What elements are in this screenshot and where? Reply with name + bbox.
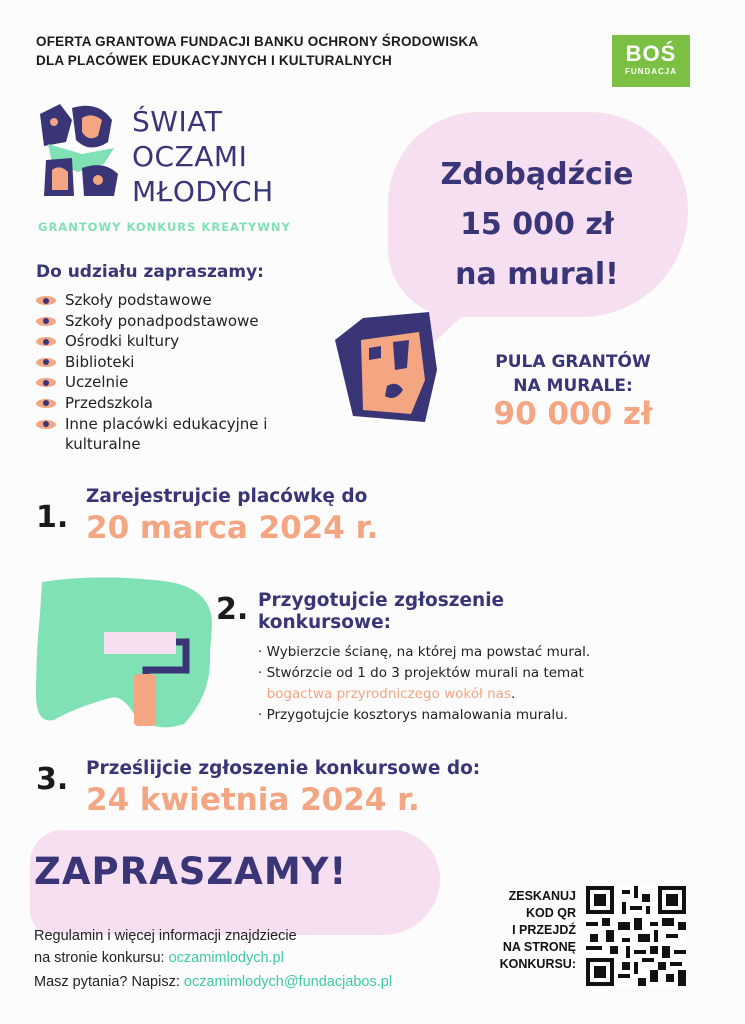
step-1-date: 20 marca 2024 r.	[86, 510, 379, 546]
website-link[interactable]: oczamimlodych.pl	[168, 950, 284, 966]
eye-bullet-icon	[36, 420, 56, 429]
step-3-number: 3.	[36, 762, 69, 797]
face-illustration-icon	[333, 310, 439, 430]
list-item: Szkoły ponadpodstawowe	[36, 311, 305, 332]
list-item: · Wybierzcie ścianę, na której ma powstać mural.	[258, 644, 591, 660]
paint-roller-illustration-icon	[34, 574, 230, 734]
list-item: bogactwa przyrodniczego wokół nas.	[266, 686, 516, 702]
list-item: Ośrodki kultury	[36, 331, 305, 352]
campaign-title	[132, 104, 274, 209]
highlight-text: bogactwa przyrodniczego wokół nas	[266, 686, 511, 702]
prize-line-3: na mural!	[455, 257, 619, 292]
prize-text	[392, 150, 682, 300]
roller-handle	[134, 674, 156, 726]
pool-line-2: NA MURALE:	[513, 376, 633, 396]
list-item: Biblioteki	[36, 352, 305, 373]
pool-line-1: PULA GRANTÓW	[495, 352, 651, 372]
institution-list	[36, 290, 305, 455]
roller-head	[104, 632, 176, 654]
invite-heading: Do udziału zapraszamy:	[36, 262, 264, 282]
list-item: · Stwórzcie od 1 do 3 projektów murali na temat	[258, 665, 584, 681]
title-line-1: ŚWIAT	[132, 105, 223, 138]
title-line-2: OCZAMI	[132, 140, 248, 173]
pool-amount: 90 000 zł	[493, 396, 653, 432]
header-org-text	[36, 32, 478, 70]
eye-bullet-icon	[36, 337, 56, 346]
list-item: Przedszkola	[36, 393, 305, 414]
title-line-3: MŁODYCH	[132, 175, 274, 208]
logo-subtext: FUNDACJA	[625, 67, 677, 76]
step-2-title-line-2: konkursowe:	[258, 612, 392, 633]
pool-label	[458, 350, 688, 398]
step-2-bullet-list	[258, 642, 590, 726]
step-2-number: 2.	[216, 592, 249, 627]
prize-line-1: Zdobądźcie	[440, 157, 634, 192]
list-item: Uczelnie	[36, 372, 305, 393]
campaign-faces-logo	[38, 102, 122, 198]
face-eye-right	[393, 340, 409, 370]
step-2-title-line-1: Przygotujcie zgłoszenie	[258, 590, 505, 611]
list-item: · Przygotujcie kosztorys namalowania muralu.	[258, 707, 569, 723]
face-eye-4	[93, 175, 103, 185]
eye-bullet-icon	[36, 296, 56, 305]
closing-headline: ZAPRASZAMY!	[34, 850, 348, 893]
eye-bullet-icon	[36, 317, 56, 326]
scan-instruction: ZESKANUJ KOD QR I PRZEJDŹ NA STRONĘ KONKURSU:	[499, 889, 576, 971]
email-link[interactable]: oczamimlodych@fundacjabos.pl	[183, 974, 393, 990]
step-1-title: Zarejestrujcie placówkę do	[86, 486, 368, 507]
list-item: Szkoły podstawowe	[36, 290, 305, 311]
header-line-1: OFERTA GRANTOWA FUNDACJI BANKU OCHRONY ŚRODOWISKA	[36, 34, 479, 49]
face-eye-left	[369, 346, 381, 360]
list-item: Inne placówki edukacyjne i kulturalne	[36, 414, 305, 455]
face-eye-1	[50, 118, 58, 126]
step-3-date: 24 kwietnia 2024 r.	[86, 782, 420, 818]
header-line-2: DLA PLACÓWEK EDUKACYJNYCH I KULTURALNYCH	[36, 53, 392, 68]
prize-line-2: 15 000 zł	[460, 207, 614, 242]
eye-bullet-icon	[36, 378, 56, 387]
bos-foundation-logo	[612, 35, 690, 87]
qr-code-icon[interactable]	[586, 886, 686, 986]
step-3-title: Prześlijcie zgłoszenie konkursowe do:	[86, 758, 481, 779]
eye-bullet-icon	[36, 399, 56, 408]
step-1-number: 1.	[36, 500, 69, 535]
info-line-1: Regulamin i więcej informacji znajdziecie	[34, 928, 297, 944]
eye-bullet-icon	[36, 358, 56, 367]
face-skin	[361, 332, 425, 414]
info-line-2: na stronie konkursu: oczamimlodych.pl	[34, 950, 284, 966]
logo-text: BOŚ	[625, 41, 677, 66]
face-shape-3-inner	[52, 167, 68, 190]
campaign-subtitle: GRANTOWY KONKURS KREATYWNY	[38, 220, 291, 234]
info-line-3: Masz pytania? Napisz: oczamimlodych@fundacjabos.pl	[34, 974, 393, 990]
